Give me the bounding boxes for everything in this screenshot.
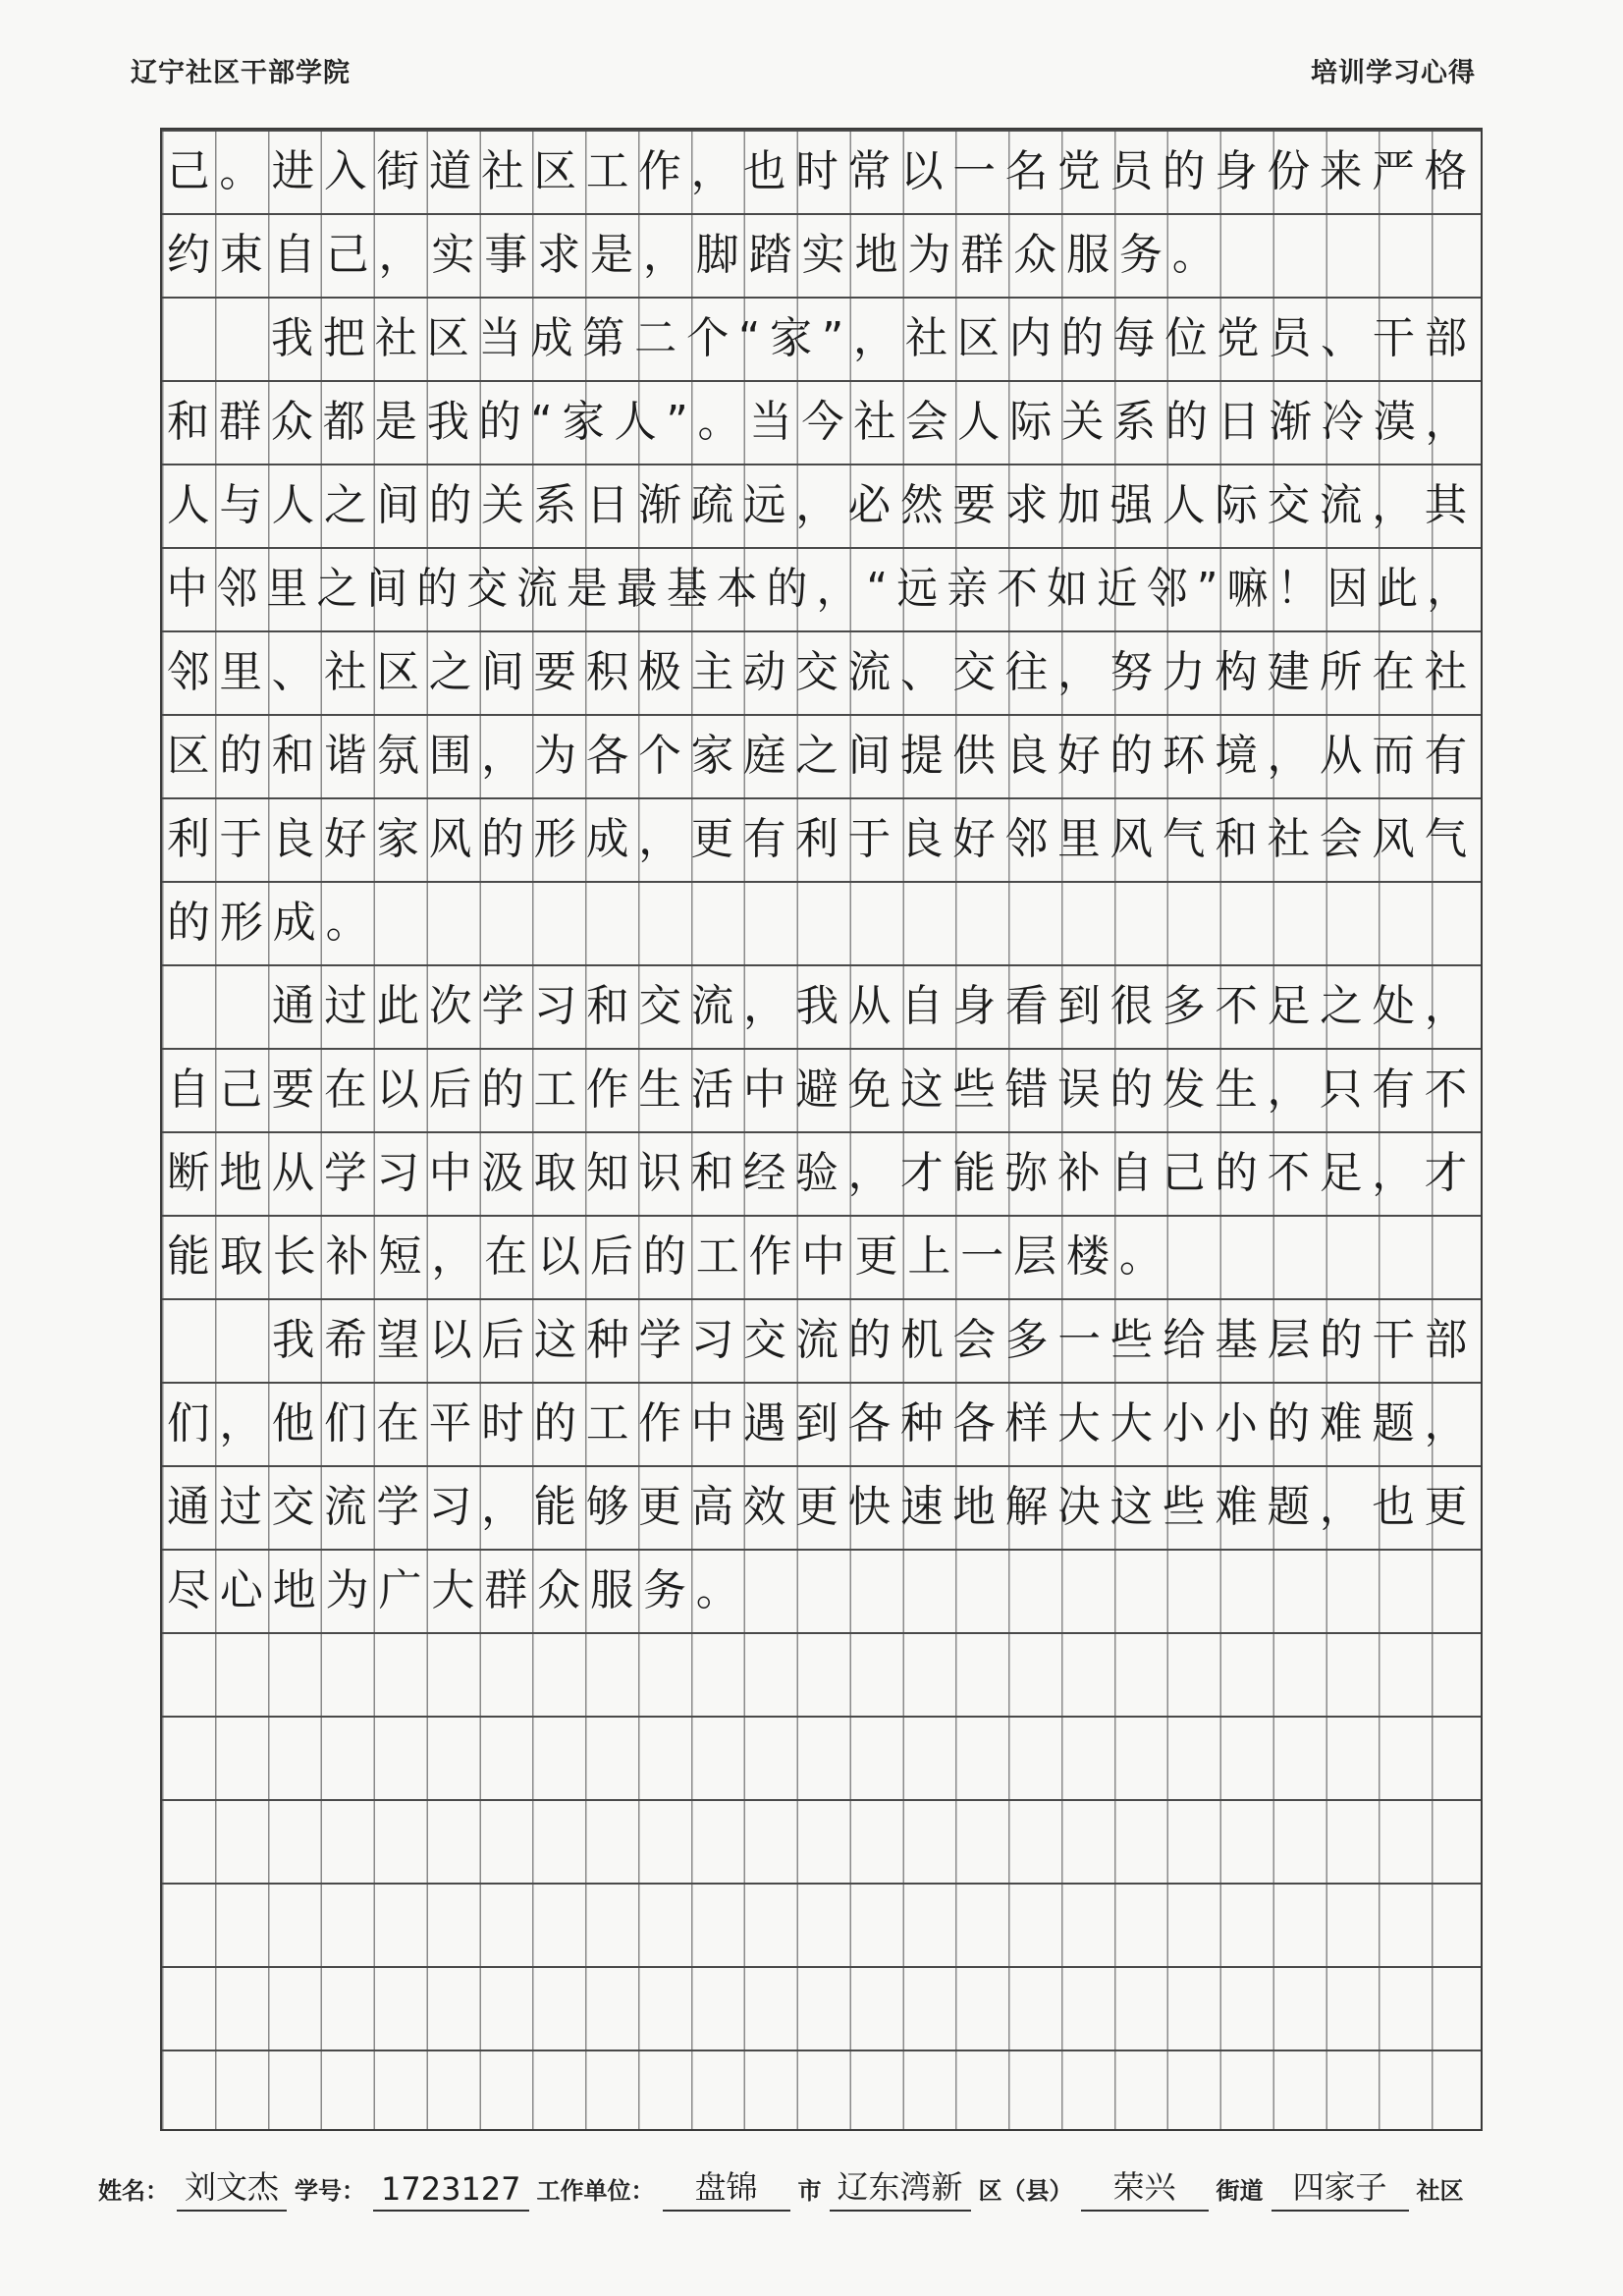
work-unit-label: 工作单位： xyxy=(536,2177,655,2205)
text-row: 通过交流学习，能够更高效更快速地解决这些难题，也更 xyxy=(166,1482,1478,1532)
name-label: 姓名： xyxy=(98,2177,169,2205)
text-row: 通过此次学习和交流，我从自身看到很多不足之处， xyxy=(271,981,1478,1031)
text-row: 人与人之间的关系日渐疏远，必然要求加强人际交流，其 xyxy=(166,480,1478,530)
student-id-label: 学号： xyxy=(295,2177,366,2205)
institution-header: 辽宁社区干部学院 xyxy=(131,58,351,88)
name-field: 刘文杰 xyxy=(177,2162,287,2212)
student-info-footer xyxy=(98,2157,1464,2212)
text-row: 能取长补短，在以后的工作中更上一层楼。 xyxy=(167,1231,1172,1282)
text-row: 自己要在以后的工作生活中避免这些错误的发生，只有不 xyxy=(166,1065,1478,1115)
text-row: 们，他们在平时的工作中遇到各种各样大大小小的难题， xyxy=(166,1398,1478,1449)
text-row: 和群众都是我的“家人”。当今社会人际关系的日渐冷漠， xyxy=(166,397,1478,447)
district-label: 区（县） xyxy=(978,2177,1073,2205)
community-label: 社区 xyxy=(1416,2177,1464,2205)
text-row: 区的和谐氛围，为各个家庭之间提供良好的环境，从而有 xyxy=(166,731,1478,781)
text-row: 尽心地为广大群众服务。 xyxy=(167,1565,749,1615)
street-label: 街道 xyxy=(1216,2177,1264,2205)
text-row: 利于良好家风的形成，更有利于良好邻里风气和社会风气 xyxy=(166,814,1478,864)
student-id-field: 1723127 xyxy=(373,2170,529,2212)
text-row: 的形成。 xyxy=(167,898,379,948)
text-row: 约束自己，实事求是，脚踏实地为群众服务。 xyxy=(167,230,1225,280)
text-row: 我把社区当成第二个“家”，社区内的每位党员、干部 xyxy=(270,313,1477,363)
city-label: 市 xyxy=(797,2177,822,2205)
document-title: 培训学习心得 xyxy=(1311,58,1476,88)
text-row: 我希望以后这种学习交流的机会多一些给基层的干部 xyxy=(271,1315,1478,1365)
text-row: 断地从学习中汲取知识和经验，才能弥补自己的不足，才 xyxy=(166,1148,1478,1198)
writing-grid xyxy=(160,128,1483,2131)
text-row: 中邻里之间的交流是最基本的，“远亲不如近邻”嘛！因此， xyxy=(166,564,1478,614)
text-row: 邻里、社区之间要积极主动交流、交往，努力构建所在社 xyxy=(166,647,1478,697)
city-field: 盘锦 xyxy=(663,2162,790,2212)
district-field: 辽东湾新 xyxy=(830,2162,971,2212)
community-field: 四家子 xyxy=(1271,2162,1409,2212)
street-field: 荣兴 xyxy=(1081,2162,1209,2212)
text-row: 己。进入街道社区工作，也时常以一名党员的身份来严格 xyxy=(166,146,1478,196)
